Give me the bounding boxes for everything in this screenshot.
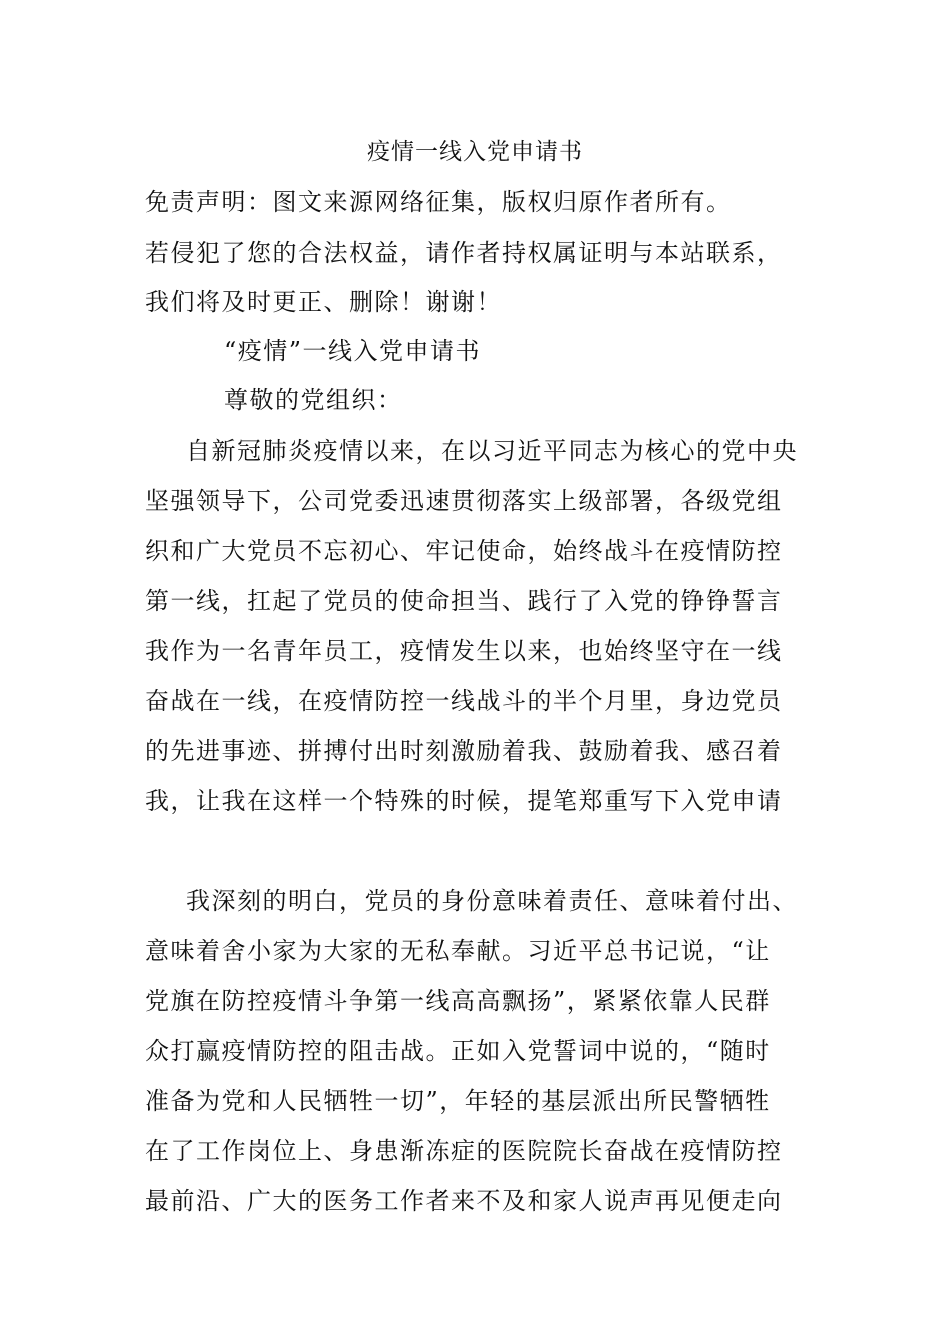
paragraph-line: 我作为一名青年员工，疫情发生以来，也始终坚守在一线 <box>145 637 783 665</box>
paragraph-line: 我深刻的明白，党员的身份意味着责任、意味着付出、 <box>186 887 798 915</box>
paragraph-line: 我，让我在这样一个特殊的时候，提笔郑重写下入党申请 <box>145 787 783 815</box>
paragraph-line: 奋战在一线，在疫情防控一线战斗的半个月里，身边党员 <box>145 687 783 715</box>
paragraph-line: 自新冠肺炎疫情以来，在以习近平同志为核心的党中央 <box>186 437 798 465</box>
disclaimer-line: 免责声明：图文来源网络征集，版权归原作者所有。 <box>145 188 732 216</box>
paragraph-line: 在了工作岗位上、身患渐冻症的医院院长奋战在疫情防控 <box>145 1137 783 1165</box>
paragraph-line: 织和广大党员不忘初心、牢记使命，始终战斗在疫情防控 <box>145 537 783 565</box>
paragraph-line: 的先进事迹、拼搏付出时刻激励着我、鼓励着我、感召着 <box>145 737 783 765</box>
paragraph-line: 最前沿、广大的医务工作者来不及和家人说声再见便走向 <box>145 1187 783 1215</box>
disclaimer-line: 若侵犯了您的合法权益，请作者持权属证明与本站联系， <box>145 239 783 267</box>
document-title: 疫情一线入党申请书 <box>367 139 583 165</box>
paragraph-line: 意味着舍小家为大家的无私奉献。习近平总书记说，“让 <box>145 937 771 965</box>
paragraph-line: 准备为党和人民牺牲一切”，年轻的基层派出所民警牺牲 <box>145 1087 771 1115</box>
paragraph-line: 众打赢疫情防控的阻击战。正如入党誓词中说的，“随时 <box>145 1037 771 1065</box>
paragraph-line: 第一线，扛起了党员的使命担当、践行了入党的铮铮誓言 <box>145 587 783 615</box>
salutation: 尊敬的党组织： <box>224 386 403 414</box>
disclaimer-line: 我们将及时更正、删除！谢谢！ <box>145 288 502 316</box>
paragraph-line: 坚强领导下，公司党委迅速贯彻落实上级部署，各级党组 <box>145 487 783 515</box>
document-subtitle: “疫情”一线入党申请书 <box>224 337 482 365</box>
paragraph-line: 党旗在防控疫情斗争第一线高高飘扬”，紧紧依靠人民群 <box>145 987 771 1015</box>
